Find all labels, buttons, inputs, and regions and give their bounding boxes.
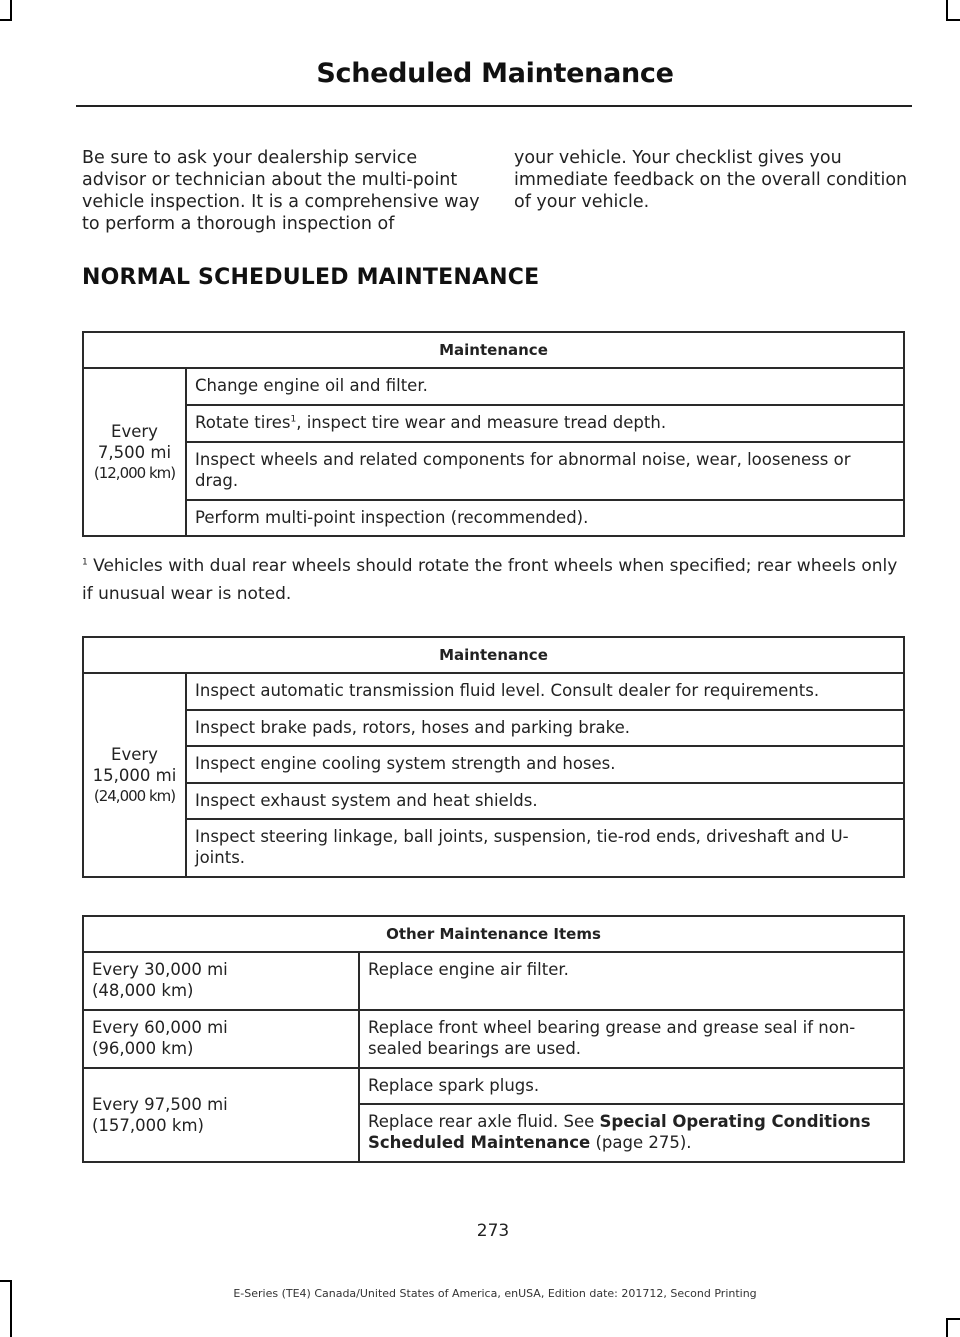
page-reference: (page 275). <box>590 1133 692 1152</box>
interval-km: (96,000 km) <box>92 1039 194 1058</box>
intro-column-2: your vehicle. Your checklist gives you immediate feedback on the overall condition of your vehicle. <box>514 148 908 212</box>
interval-miles: Every 60,000 mi <box>92 1018 228 1037</box>
interval-km: (157,000 km) <box>92 1116 204 1135</box>
task-cell: Replace spark plugs. <box>359 1068 904 1104</box>
interval-miles: Every 97,500 mi <box>92 1095 228 1114</box>
crop-mark <box>0 1280 12 1282</box>
footnote <box>82 552 912 608</box>
interval-cell <box>83 1010 359 1068</box>
interval-cell <box>83 952 359 1010</box>
interval-km: (48,000 km) <box>92 981 194 1000</box>
crop-mark <box>946 1318 948 1337</box>
interval-miles: 7,500 mi <box>97 442 172 462</box>
intro-column-1: Be sure to ask your dealership service advisor or technician about the multi-point vehicle inspection. It is a comprehensive way to perform a thorough inspection of <box>82 148 480 234</box>
interval-km: (24,000 km) <box>93 786 176 805</box>
maintenance-table-15000 <box>82 636 905 878</box>
table-header: Other Maintenance Items <box>83 916 904 952</box>
task-cell: Inspect brake pads, rotors, hoses and parking brake. <box>186 710 904 746</box>
task-cell: Change engine oil and filter. <box>186 368 904 405</box>
footnote-marker: 1 <box>82 557 88 568</box>
page-number: 273 <box>476 1221 510 1241</box>
interval-miles: Every 30,000 mi <box>92 960 228 979</box>
interval-cell <box>83 368 186 536</box>
task-cell: Inspect exhaust system and heat shields. <box>186 783 904 819</box>
interval-every: Every <box>111 744 158 764</box>
task-cell <box>186 405 904 442</box>
header-rule <box>76 105 912 107</box>
task-cell: Inspect automatic transmission fluid level. Consult dealer for requirements. <box>186 673 904 710</box>
crop-mark <box>946 0 948 20</box>
edition-footer: E-Series (TE4) Canada/United States of America, enUSA, Edition date: 201712, Second Printing <box>233 1287 757 1300</box>
table-header: Maintenance <box>83 332 904 368</box>
task-cell: Replace front wheel bearing grease and grease seal if non-sealed bearings are used. <box>359 1010 904 1068</box>
footnote-ref: 1 <box>290 414 297 425</box>
task-cell: Inspect engine cooling system strength and hoses. <box>186 746 904 783</box>
task-text: Rotate tires <box>195 413 291 432</box>
task-cell: Perform multi-point inspection (recommended). <box>186 500 904 536</box>
table-header: Maintenance <box>83 637 904 673</box>
interval-cell <box>83 673 186 877</box>
task-text: Replace rear axle fluid. See <box>368 1112 600 1131</box>
page-header-title: Scheduled Maintenance <box>316 58 674 89</box>
crop-mark <box>946 19 960 21</box>
footnote-text: Vehicles with dual rear wheels should rotate the front wheels when specified; rear wheels only if unusual wear is noted. <box>82 556 898 604</box>
interval-cell <box>83 1068 359 1162</box>
interval-every: Every <box>111 421 158 441</box>
task-cell: Replace engine air filter. <box>359 952 904 1010</box>
other-maintenance-table <box>82 915 905 1163</box>
section-heading: NORMAL SCHEDULED MAINTENANCE <box>82 265 540 290</box>
task-cell: Inspect wheels and related components for abnormal noise, wear, looseness or drag. <box>186 442 904 500</box>
task-cell <box>359 1104 904 1162</box>
crop-mark <box>946 1318 960 1320</box>
task-text: , inspect tire wear and measure tread depth. <box>296 413 667 432</box>
cross-reference-link[interactable]: Special Operating Conditions Scheduled Maintenance <box>368 1112 871 1152</box>
crop-mark <box>10 0 12 20</box>
crop-mark <box>0 19 12 21</box>
task-cell: Inspect steering linkage, ball joints, suspension, tie-rod ends, driveshaft and U-joints. <box>186 819 904 877</box>
interval-miles: 15,000 mi <box>92 765 177 785</box>
maintenance-table-7500 <box>82 331 905 537</box>
interval-km: (12,000 km) <box>93 463 176 482</box>
